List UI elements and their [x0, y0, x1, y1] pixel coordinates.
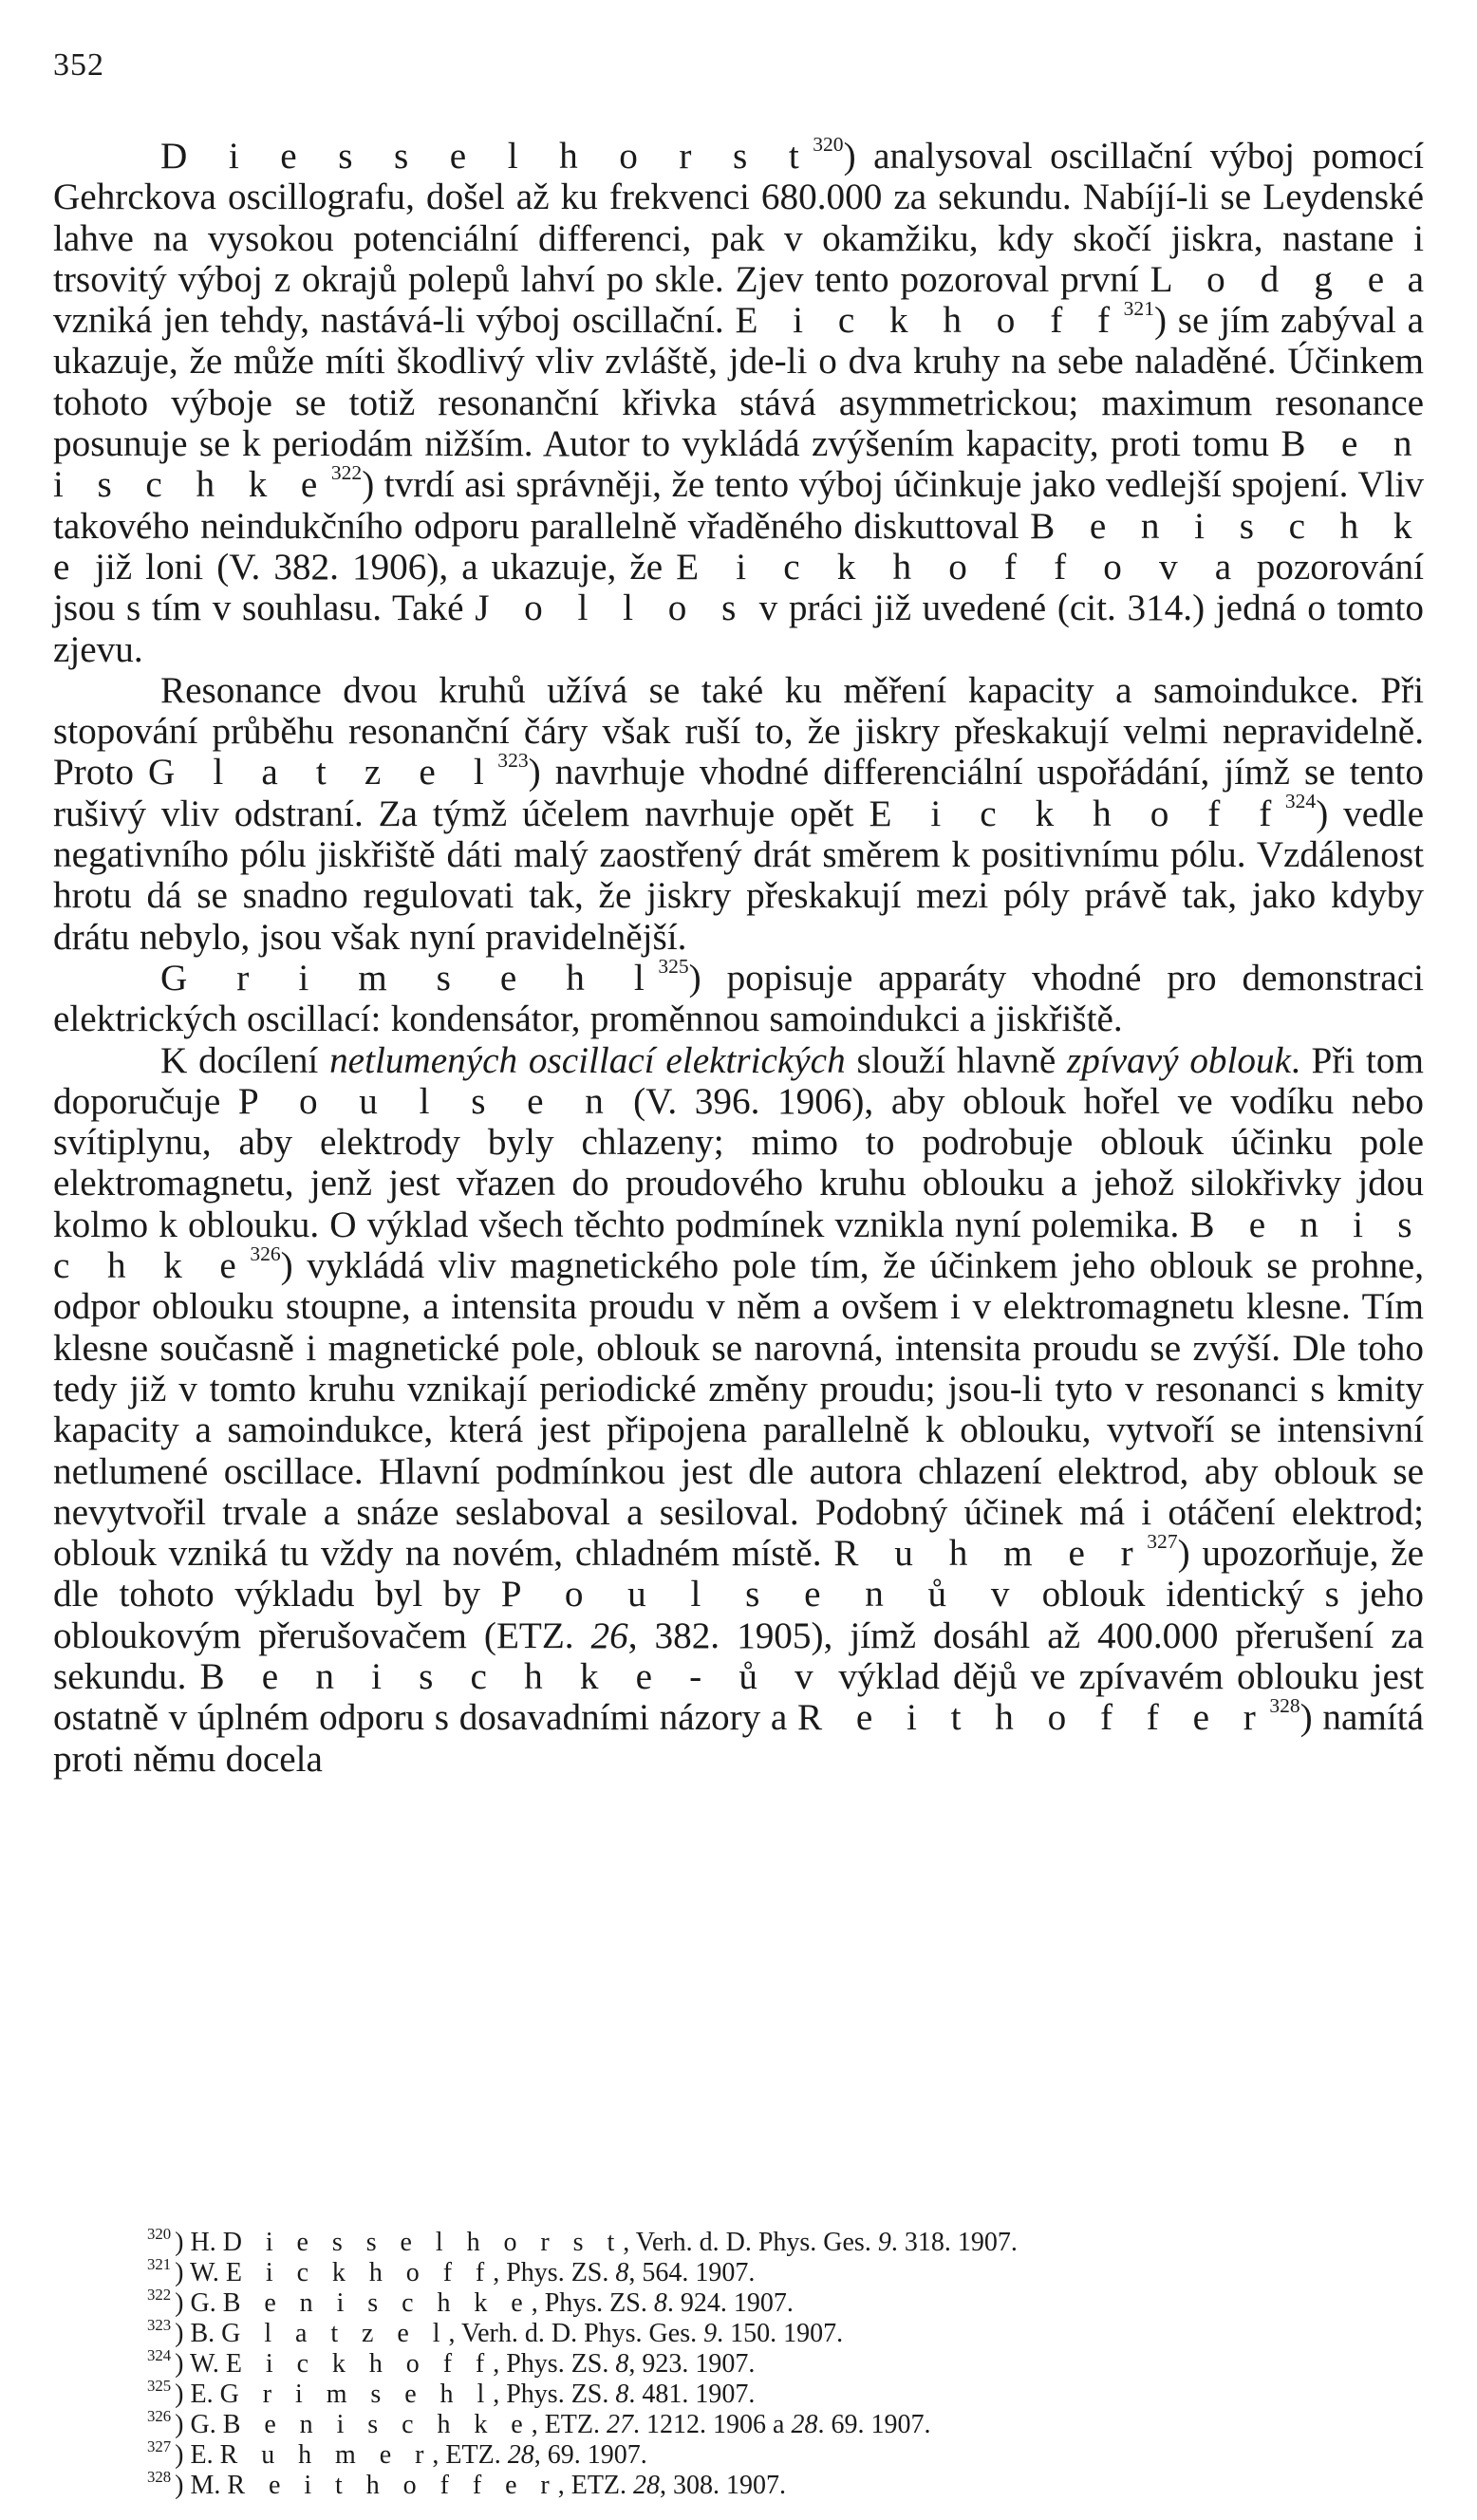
text-run: , Verh. d. D. Phys. Ges.	[448, 2319, 704, 2348]
person-name: E i c k h o f f	[735, 300, 1122, 342]
text-run: ) B.	[175, 2319, 222, 2348]
text-run: ) analysoval oscillační výboj pomocí Gehrckova oscillografu, došel až ku frekvenci 680.000 za sekundu. Nabíjí-li se Leydenské lahve na vysokou potenciální differenci, pak v okamžiku, kdy skočí jiskra, nastane i trsovitý výboj z okrajů polepů lahví po skle. Zjev tento pozoroval první	[53, 136, 1424, 300]
footnote-ref: 322	[330, 461, 363, 485]
person-name: R u h m e r	[219, 2440, 433, 2470]
text-run: . 69. 1907.	[817, 2410, 931, 2439]
body-text	[53, 132, 1425, 1780]
paragraph-4	[53, 1040, 1424, 1780]
person-name: J o l l o s	[475, 588, 748, 629]
person-name: B e n i s c h k e - ů v	[199, 1655, 826, 1697]
text-run: ) se jím zabýval a ukazuje, že může míti škodlivý vliv zvláště, jde-li o dva kruhy na sebe naladěné. Účinkem tohoto výboje se totiž resonanční křivka stává asymmetrickou; maximum resonance posunuje se k periodám nižším. Autor to vykládá zvýšením kapacity, proti tomu	[53, 300, 1424, 465]
text-run: již loni (V. 382. 1906), a ukazuje, že	[81, 546, 677, 588]
person-name: B e n i s c h k e	[53, 423, 1424, 506]
footnote-ref: 324	[147, 2346, 172, 2365]
text-run: . Při tom doporučuje	[53, 1039, 1425, 1122]
text-run: ) vykládá vliv magnetického pole tím, že účinkem jeho oblouk se prohne, odpor oblouku stoupne, a intensita proudu v něm a ovšem i v elektromagnetu klesne. Tím klesne současně i magnetické pole, oblouk se narovná, intensita proudu se zvýší. Dle toho tedy již v tomto kruhu vznikají periodické změny proudu; jsou-li tyto v resonanci s kmity kapacity a samoindukce, která jest připojena parallelně k oblouku, vytvoří se intensivní netlumené oscillace. Hlavní podmínkou jest dle autora chlazení elektrod, aby oblouk se nevytvořil trvale a snáze seslaboval a sesiloval. Podobný účinek má i otáčení elektrod; oblouk vzniká tu vždy na novém, chladném místě.	[53, 1245, 1424, 1575]
person-name: P o u l s e n ů v	[500, 1574, 1022, 1615]
footnote-ref: 328	[147, 2468, 172, 2487]
paragraph-2	[53, 670, 1424, 958]
text-run: (V. 396. 1906), aby oblouk hořel ve vodíku nebo svítiplynu, aby elektrody byly chlazeny; mimo to podrobuje oblouk účinku pole elektromagnetu, jenž jest vřazen do proudového kruhu oblouku a jehož silokřivky jdou kolmo k oblouku. O výklad všech těchto podmínek vznikla nyní polemika.	[53, 1080, 1424, 1245]
text-run: ) W.	[175, 2349, 226, 2379]
text-run: ) E.	[175, 2440, 220, 2470]
italic-text: netlumených oscillací elektrických	[329, 1039, 846, 1081]
text-run: . 318. 1907.	[890, 2228, 1018, 2257]
text-run: v práci již uvedené (cit. 314.) jedná o tomto zjevu.	[53, 588, 1424, 670]
text-run: ) W.	[175, 2258, 226, 2287]
text-run: , 382. 1905), jímž dosáhl až 400.000 přerušení za sekundu.	[53, 1615, 1424, 1697]
footnote-ref: 323	[497, 749, 529, 773]
italic-text: 9	[877, 2228, 891, 2257]
text-run: ) namítá proti němu docela	[53, 1697, 1425, 1780]
italic-text: 8	[615, 2258, 629, 2287]
footnote-326	[147, 2407, 1410, 2440]
footnote-ref: 328	[1269, 1693, 1300, 1717]
footnote-ref: 327	[147, 2437, 172, 2456]
footnote-ref: 320	[147, 2225, 172, 2244]
person-name: L o d g e	[1150, 258, 1396, 300]
person-name: R e i t h o f f e r	[796, 1697, 1268, 1739]
footnote-327	[147, 2437, 1410, 2471]
italic-text: zpívavý oblouk	[1067, 1039, 1291, 1081]
italic-text: 26	[590, 1615, 628, 1656]
footnote-322	[147, 2288, 1410, 2319]
footnote-ref: 326	[147, 2407, 172, 2426]
text-run: , Verh. d. D. Phys. Ges.	[623, 2228, 878, 2257]
text-run: , 69. 1907.	[533, 2440, 647, 2470]
page-number: 352	[53, 47, 104, 83]
footnote-321	[147, 2255, 1410, 2288]
text-run: , Phys. ZS.	[493, 2380, 616, 2409]
text-run: ) tvrdí asi správněji, že tento výboj účinkuje jako vedlejší spojení. Vliv takového neindukčního odporu parallelně vřaděného diskuttoval	[53, 464, 1424, 547]
text-run: . 1212. 1906 a	[633, 2410, 792, 2439]
person-name: D i e s s e l h o r s t	[222, 2228, 624, 2257]
text-run: , 564. 1907.	[628, 2258, 756, 2287]
person-name: G r i m s e h l	[160, 957, 657, 999]
person-name: B e n i s c h k e	[222, 2410, 532, 2439]
text-run: ) upozorňuje, že dle tohoto výkladu byl by	[53, 1533, 1425, 1615]
italic-text: 27	[607, 2410, 633, 2439]
footnote-323	[147, 2316, 1410, 2349]
text-run: ) G.	[175, 2410, 223, 2439]
text-run: K docílení	[160, 1039, 330, 1081]
text-run: ) popisuje apparáty vhodné pro demonstraci elektrických oscillací: kondensátor, proměnnou samoindukci a jiskřiště.	[53, 957, 1424, 1040]
person-name: E i c k h o f f	[869, 793, 1283, 834]
text-run: . 481. 1907.	[628, 2380, 756, 2409]
text-run: . 150. 1907.	[717, 2319, 844, 2348]
italic-text: 8	[615, 2380, 629, 2409]
text-run: ) G.	[175, 2288, 223, 2318]
person-name: D i e s s e l h o r s t	[160, 136, 812, 177]
text-run: Resonance dvou kruhů užívá se také ku měření kapacity a samoindukce. Při stopování průběhu resonanční čáry však ruší to, že jiskry přeskakují velmi nepravidelně. Proto	[53, 669, 1424, 793]
person-name: G r i m s e h l	[219, 2380, 494, 2409]
italic-text: 28	[507, 2440, 534, 2470]
person-name: B e n i s c h k e	[53, 505, 1424, 588]
text-run: . 924. 1907.	[666, 2288, 794, 2318]
italic-text: 28	[791, 2410, 818, 2439]
footnote-ref: 321	[1123, 296, 1154, 320]
person-name: E i c k h o f f o v a	[676, 546, 1243, 588]
person-name: B e n i s c h k e	[222, 2288, 532, 2318]
italic-text: 8	[653, 2288, 667, 2318]
paragraph-3	[53, 954, 1424, 1040]
text-run: , 308. 1907.	[660, 2471, 787, 2500]
text-run: , Phys. ZS.	[493, 2258, 616, 2287]
person-name: E i c k h o f f	[225, 2258, 494, 2287]
footnote-ref: 324	[1284, 790, 1317, 813]
footnote-ref: 326	[250, 1241, 281, 1265]
footnote-ref: 320	[813, 132, 844, 156]
person-name: R e i t h o f f e r	[227, 2471, 558, 2500]
text-run: , Phys. ZS.	[531, 2288, 654, 2318]
footnote-ref: 322	[147, 2286, 172, 2305]
italic-text: 8	[615, 2349, 629, 2379]
person-name: R u h m e r	[833, 1533, 1146, 1575]
text-run: , Phys. ZS.	[493, 2349, 616, 2379]
text-run: ) E.	[175, 2380, 220, 2409]
footnote-ref: 325	[147, 2377, 172, 2396]
footnotes	[147, 2225, 1410, 2501]
person-name: B e n i s c h k e	[53, 1204, 1424, 1287]
footnote-324	[147, 2346, 1410, 2380]
text-run: ) navrhuje vhodné differenciální uspořádání, jímž se tento rušivý vliv odstraní. Za týmž účelem navrhuje opět	[53, 752, 1425, 834]
text-run: pozorování jsou s tím v souhlasu. Také	[53, 546, 1424, 629]
text-run: ) H.	[175, 2228, 223, 2257]
text-run: ) vedle negativního pólu jiskřiště dáti malý zaostřený drát směrem k positivnímu pólu. Vzdálenost hrotu dá se snadno regulovati tak, že jiskry přeskakují mezi póly právě tak, jako kdyby drátu nebylo, jsou však nyní pravidelnější.	[53, 793, 1424, 958]
text-run: výklad dějů ve zpívavém oblouku jest ostatně v úplném odporu s dosavadními názory a	[53, 1655, 1424, 1739]
footnote-320	[147, 2225, 1410, 2258]
text-run: , ETZ.	[432, 2440, 508, 2470]
italic-text: 28	[633, 2471, 661, 2500]
footnote-ref: 321	[147, 2255, 172, 2274]
paragraph-1	[53, 132, 1424, 670]
text-run: , ETZ.	[557, 2471, 634, 2500]
footnote-328	[147, 2468, 1410, 2501]
text-run: ) M.	[175, 2471, 228, 2500]
person-name: G l a t z e l	[221, 2319, 449, 2348]
footnote-ref: 327	[1147, 1529, 1178, 1553]
footnote-325	[147, 2377, 1410, 2410]
text-run: oblouk identický s jeho obloukovým přerušovačem (ETZ.	[53, 1574, 1424, 1656]
text-run: a vzniká jen tehdy, nastává-li výboj oscillační.	[53, 258, 1424, 342]
text-run: , 923. 1907.	[628, 2349, 756, 2379]
person-name: P o u l s e n	[237, 1080, 616, 1122]
text-run: slouží hlavně	[845, 1039, 1068, 1081]
footnote-ref: 323	[147, 2316, 172, 2335]
person-name: G l a t z e l	[147, 752, 496, 793]
italic-text: 9	[703, 2319, 718, 2348]
footnote-ref: 325	[658, 954, 689, 978]
text-run: , ETZ.	[531, 2410, 607, 2439]
person-name: E i c k h o f f	[225, 2349, 494, 2379]
